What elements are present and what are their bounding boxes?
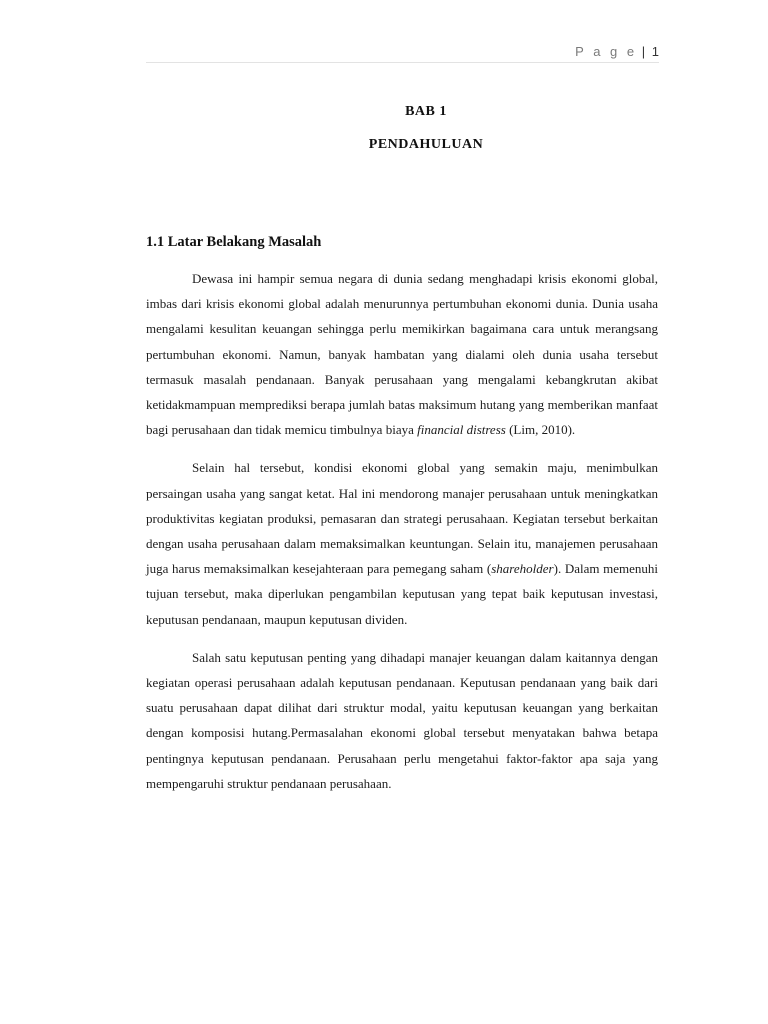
paragraph-3 bbox=[146, 645, 658, 796]
paragraph-2-italic-term: shareholder bbox=[491, 561, 554, 577]
paragraph-3-text: Salah satu keputusan penting yang dihadapi manajer keuangan dalam kaitannya dengan kegiatan operasi perusahaan adalah keputusan pendanaan. Keputusan pendanaan yang baik dari suatu perusahaan dapat dilihat dari struktur modal, yaitu keputusan keuangan yang berkaitan dengan komposisi hutang.Permasalahan ekonomi global tersebut menyatakan bahwa betapa pentingnya keputusan pendanaan. Perusahaan perlu mengetahui faktor-faktor apa saja yang mempengaruhi struktur pendanaan perusahaan. bbox=[146, 649, 658, 791]
paragraph-1-text-end: (Lim, 2010). bbox=[505, 422, 576, 438]
chapter-title: PENDAHULUAN bbox=[368, 137, 484, 152]
paragraph-1-italic-term: financial distress bbox=[417, 422, 506, 438]
section-heading: 1.1 Latar Belakang Masalah bbox=[146, 234, 322, 250]
page-number: 1 bbox=[651, 44, 659, 59]
paragraph-2 bbox=[146, 455, 658, 631]
page-separator: | bbox=[641, 44, 646, 59]
chapter-number: BAB 1 bbox=[405, 104, 447, 119]
paragraph-2-text: Selain hal tersebut, kondisi ekonomi global yang semakin maju, menimbulkan persaingan usaha yang sangat ketat. Hal ini mendorong manajer perusahaan untuk meningkatkan produktivitas kegiatan produksi, pemasaran dan strategi perusahaan. Kegiatan tersebut berkaitan dengan usaha perusahaan dalam memaksimalkan keuntungan. Selain itu, manajemen perusahaan juga harus memaksimalkan kesejahteraan para pemegang saham ( bbox=[146, 460, 658, 577]
page-label: P a g e bbox=[575, 44, 638, 59]
paragraph-2-text-end: ). Dalam memenuhi tujuan tersebut, maka diperlukan pengambilan keputusan yang tepat baik keputusan investasi, keputusan pendanaan, maupun keputusan dividen. bbox=[146, 561, 658, 627]
body-text bbox=[146, 266, 658, 809]
paragraph-1-text: Dewasa ini hampir semua negara di dunia sedang menghadapi krisis ekonomi global, imbas dari krisis ekonomi global adalah menurunnya pertumbuhan ekonomi dunia. Dunia usaha mengalami kesulitan keuangan sehingga perlu memikirkan bagaimana cara untuk merangsang pertumbuhan ekonomi. Namun, banyak hambatan yang dialami oleh dunia usaha tersebut termasuk masalah pendanaan. Banyak perusahaan yang mengalami kebangkrutan akibat ketidakmampuan memprediksi berapa jumlah batas maksimum hutang yang memberikan manfaat bagi perusahaan dan tidak memicu timbulnya biaya bbox=[146, 271, 658, 438]
paragraph-1 bbox=[146, 266, 658, 442]
page-header bbox=[146, 42, 659, 63]
